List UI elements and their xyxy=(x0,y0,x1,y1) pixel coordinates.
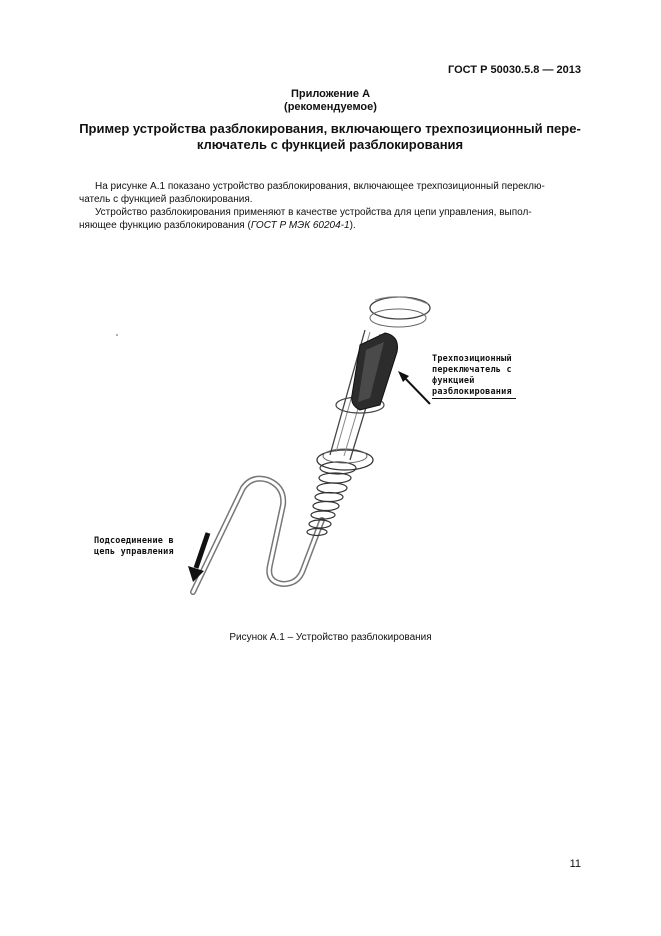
paragraph-2-line-1: Устройство разблокирования применяют в качестве устройства для цепи управления, выпол- xyxy=(95,207,532,218)
callout-switch-line-1: Трехпозиционный xyxy=(432,354,512,364)
paragraph-1-line-1: На рисунке А.1 показано устройство разблокирования, включающее трехпозиционный переклю- xyxy=(95,181,545,192)
page-number: 11 xyxy=(569,858,581,870)
title-line-2: ключатель с функцией разблокирования xyxy=(196,137,464,152)
callout-connection-line-2: цепь управления xyxy=(94,547,174,557)
callout-switch-line-4: разблокирования xyxy=(432,387,516,399)
callout-switch-line-3: функцией xyxy=(432,376,475,386)
strain-relief xyxy=(307,462,356,536)
document-header: ГОСТ Р 50030.5.8 — 2013 xyxy=(447,64,581,76)
paragraph-1-line-2: чатель с функцией разблокирования. xyxy=(79,194,253,205)
callout-switch-line-2: переключатель с xyxy=(432,365,512,375)
callout-switch xyxy=(432,354,516,399)
annex-label: Приложение А xyxy=(290,88,371,100)
standard-reference: ГОСТ Р МЭК 60204-1 xyxy=(250,220,350,231)
title-line-1: Пример устройства разблокирования, включающего трехпозиционный пере- xyxy=(79,121,581,136)
figure-caption: Рисунок А.1 – Устройство разблокирования xyxy=(229,632,432,643)
annex-type: (рекомендуемое) xyxy=(284,101,377,113)
cable xyxy=(193,479,322,592)
callout-connection-line-1: Подсоединение в xyxy=(94,536,174,546)
paragraph-2-prefix: няющее функцию разблокирования ( xyxy=(79,220,251,231)
upper-knob xyxy=(370,297,430,319)
callout-connection xyxy=(94,536,174,558)
paragraph-2-suffix: ). xyxy=(349,220,356,231)
